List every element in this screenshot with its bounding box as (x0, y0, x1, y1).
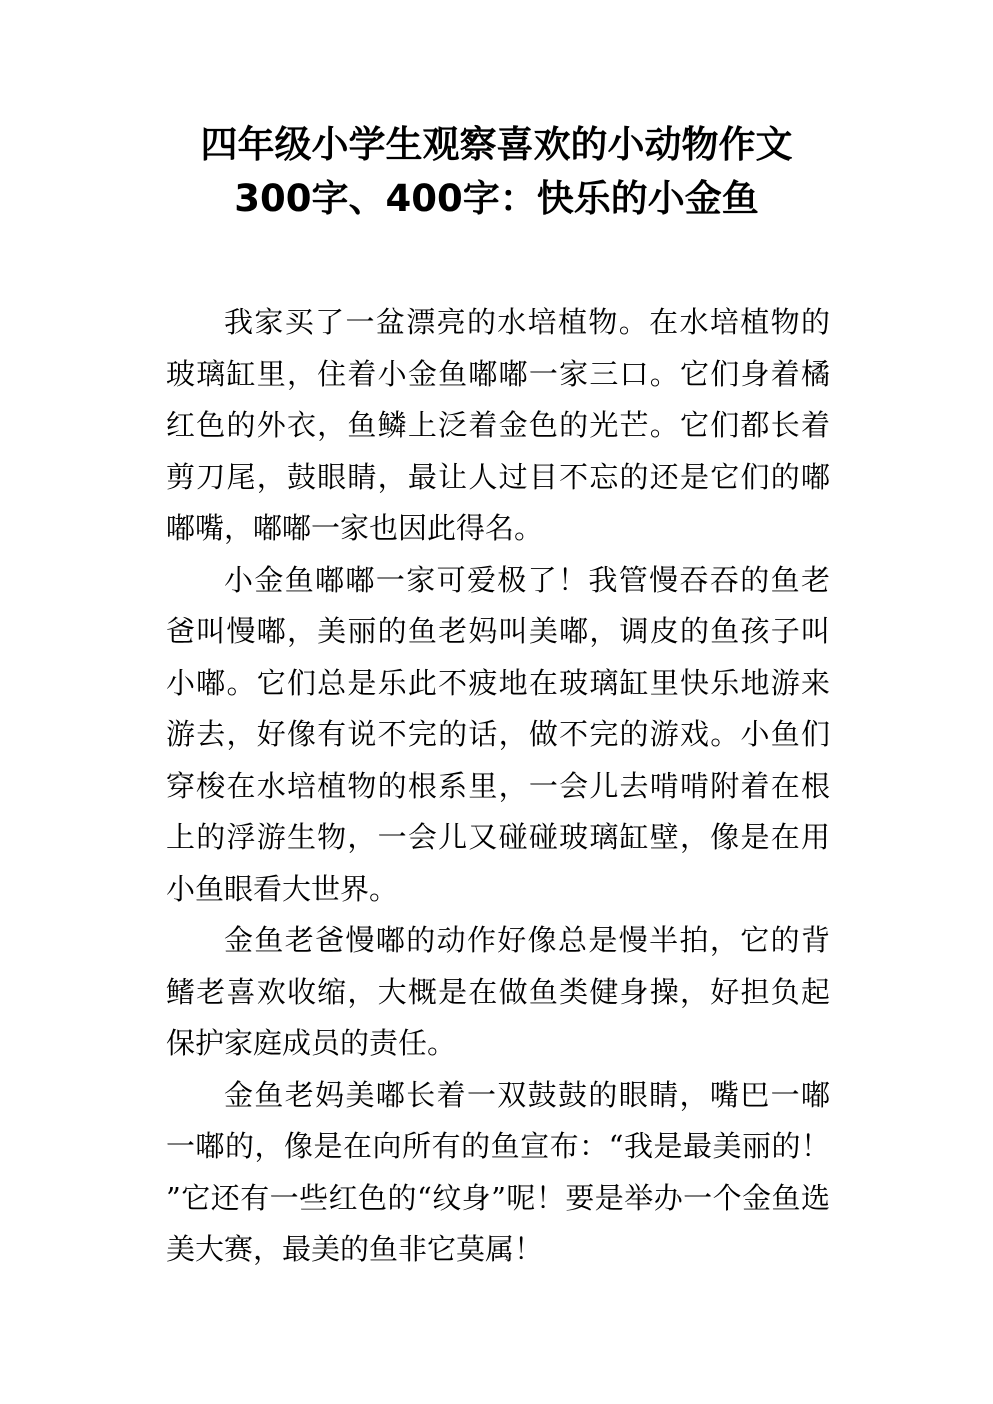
document-body (166, 297, 830, 1276)
paragraph-2: 小金鱼嘟嘟一家可爱极了！我管慢吞吞的鱼老爸叫慢嘟，美丽的鱼老妈叫美嘟，调皮的鱼孩子叫小嘟。它们总是乐此不疲地在玻璃缸里快乐地游来游去，好像有说不完的话，做不完的游戏。小鱼们穿梭在水培植物的根系里，一会儿去啃啃附着在根上的浮游生物，一会儿又碰碰玻璃缸壁，像是在用小鱼眼看大世界。 (166, 562, 830, 906)
document-title (120, 118, 873, 226)
paragraph-4: 金鱼老妈美嘟长着一双鼓鼓的眼睛，嘴巴一嘟一嘟的，像是在向所有的鱼宣布：“我是最美丽的！”它还有一些红色的“纹身”呢！要是举办一个金鱼选美大赛，最美的鱼非它莫属！ (166, 1077, 830, 1266)
paragraph-1: 我家买了一盆漂亮的水培植物。在水培植物的玻璃缸里，住着小金鱼嘟嘟一家三口。它们身着橘红色的外衣，鱼鳞上泛着金色的光芒。它们都长着剪刀尾，鼓眼睛，最让人过目不忘的还是它们的嘟嘟嘴，嘟嘟一家也因此得名。 (166, 305, 830, 545)
title-line-2: 300字、400字：快乐的小金鱼 (234, 177, 759, 220)
paragraph-3: 金鱼老爸慢嘟的动作好像总是慢半拍，它的背鳍老喜欢收缩，大概是在做鱼类健身操，好担负起保护家庭成员的责任。 (166, 923, 830, 1060)
title-line-1: 四年级小学生观察喜欢的小动物作文 (200, 123, 793, 166)
